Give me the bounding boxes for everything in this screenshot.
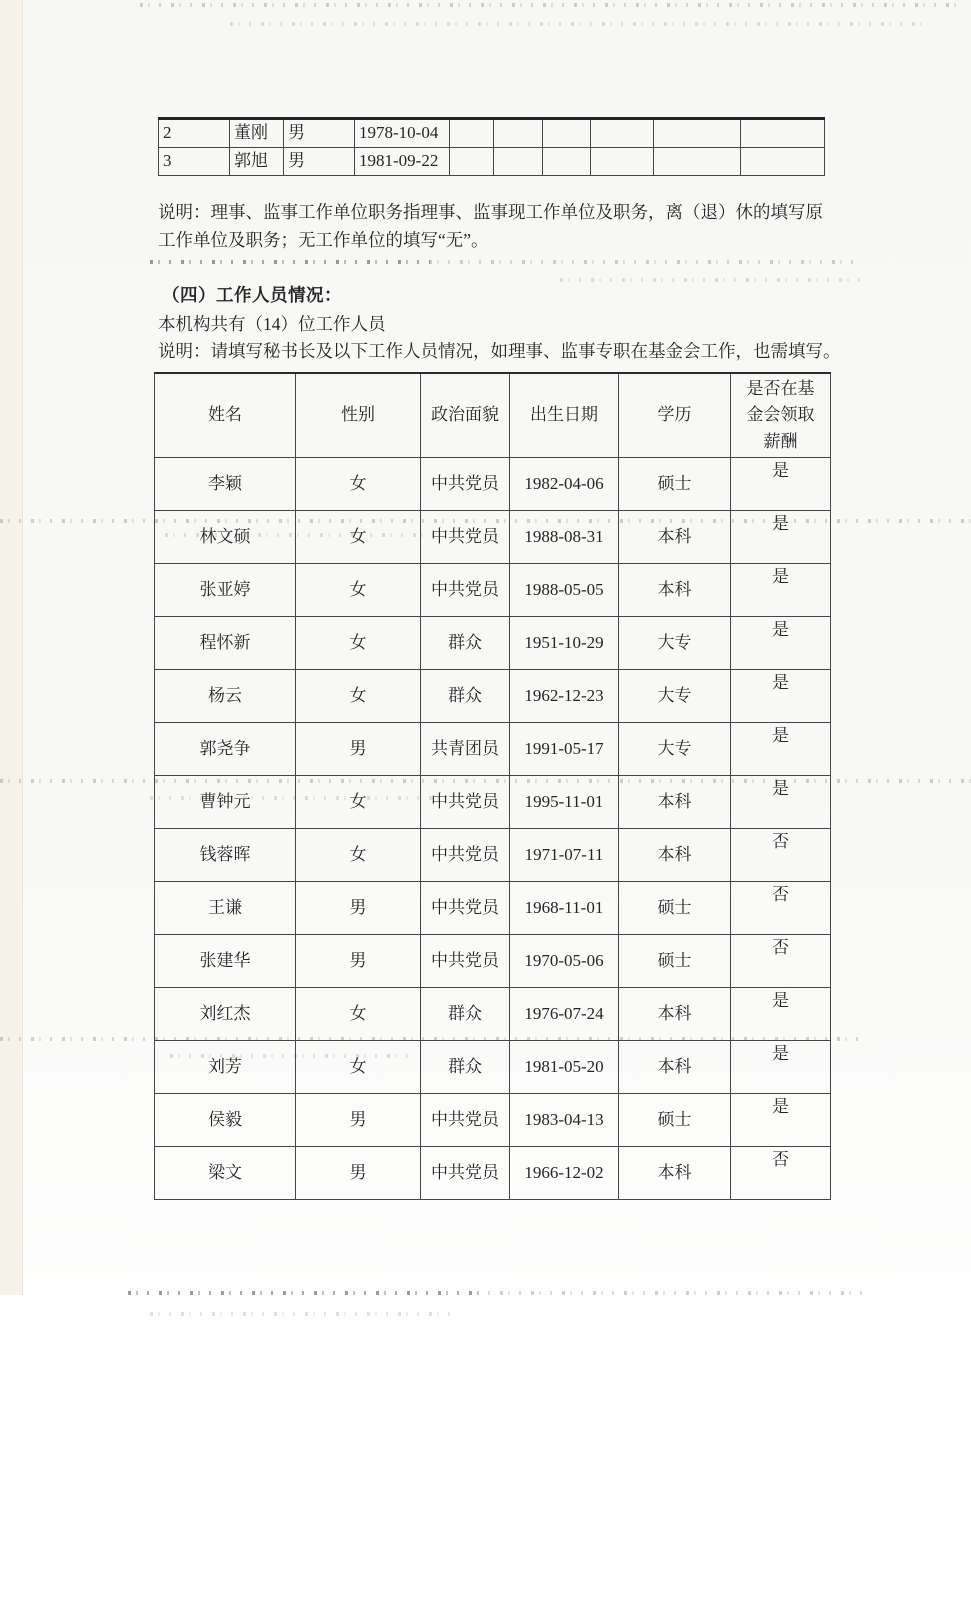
scan-noise	[560, 278, 860, 282]
cell-name: 侯毅	[155, 1094, 296, 1147]
staff-row	[155, 882, 831, 935]
cell-gender: 女	[296, 617, 421, 670]
cell-paid: 否	[731, 1147, 831, 1200]
column-header: 出生日期	[510, 373, 619, 458]
cell-birth-date: 1976-07-24	[510, 988, 619, 1041]
scan-noise	[150, 1312, 450, 1316]
scan-noise	[150, 260, 860, 264]
cell-name: 刘红杰	[155, 988, 296, 1041]
cell-empty	[494, 119, 543, 148]
cell-paid: 是	[731, 988, 831, 1041]
scan-noise	[128, 1291, 483, 1295]
cell-politics: 共青团员	[421, 723, 510, 776]
cell-name: 曹钟元	[155, 776, 296, 829]
board-members-table-continued	[158, 117, 825, 176]
cell-empty	[543, 148, 591, 176]
cell-politics: 中共党员	[421, 1147, 510, 1200]
cell-education: 硕士	[619, 458, 731, 511]
cell-politics: 群众	[421, 617, 510, 670]
column-header: 政治面貌	[421, 373, 510, 458]
cell-gender: 女	[296, 829, 421, 882]
cell-paid: 是	[731, 458, 831, 511]
board-table-note	[158, 198, 823, 254]
cell-politics: 中共党员	[421, 882, 510, 935]
cell-education: 本科	[619, 1147, 731, 1200]
cell-gender: 女	[296, 670, 421, 723]
cell-education: 本科	[619, 1041, 731, 1094]
cell-empty	[450, 148, 494, 176]
cell-paid: 否	[731, 882, 831, 935]
staff-row	[155, 988, 831, 1041]
scan-noise	[140, 3, 965, 7]
cell-empty	[741, 119, 825, 148]
staff-row	[155, 829, 831, 882]
staff-row	[155, 617, 831, 670]
cell-birth-date: 1962-12-23	[510, 670, 619, 723]
cell-paid: 是	[731, 1041, 831, 1094]
cell-name: 李颖	[155, 458, 296, 511]
cell-education: 本科	[619, 988, 731, 1041]
cell-name: 张亚婷	[155, 564, 296, 617]
cell-empty	[450, 119, 494, 148]
table-row	[159, 148, 825, 176]
cell-name: 刘芳	[155, 1041, 296, 1094]
cell-gender: 女	[296, 776, 421, 829]
cell-name: 程怀新	[155, 617, 296, 670]
cell-empty	[654, 148, 741, 176]
cell-empty	[591, 148, 654, 176]
cell-name: 董刚	[230, 119, 284, 148]
cell-politics: 中共党员	[421, 458, 510, 511]
cell-paid: 是	[731, 511, 831, 564]
cell-name: 郭尧争	[155, 723, 296, 776]
cell-birth-date: 1995-11-01	[510, 776, 619, 829]
cell-politics: 中共党员	[421, 1094, 510, 1147]
staff-count-line: 本机构共有（14）位工作人员	[158, 314, 386, 334]
cell-name: 郭旭	[230, 148, 284, 176]
cell-gender: 女	[296, 1041, 421, 1094]
staff-row	[155, 1041, 831, 1094]
cell-empty	[494, 148, 543, 176]
cell-education: 本科	[619, 511, 731, 564]
cell-birth-date: 1951-10-29	[510, 617, 619, 670]
column-header: 是否在基金会领取薪酬	[731, 373, 831, 458]
cell-education: 硕士	[619, 1094, 731, 1147]
cell-politics: 中共党员	[421, 935, 510, 988]
cell-politics: 群众	[421, 670, 510, 723]
scan-page-edge	[0, 0, 23, 1295]
cell-birth-date: 1966-12-02	[510, 1147, 619, 1200]
column-header: 性别	[296, 373, 421, 458]
cell-gender: 男	[296, 882, 421, 935]
cell-birth-date: 1981-09-22	[355, 148, 450, 176]
staff-row	[155, 564, 831, 617]
cell-education: 本科	[619, 829, 731, 882]
cell-paid: 是	[731, 723, 831, 776]
cell-name: 钱蓉晖	[155, 829, 296, 882]
cell-politics: 群众	[421, 1041, 510, 1094]
cell-gender: 男	[296, 723, 421, 776]
cell-empty	[741, 148, 825, 176]
cell-birth-date: 1971-07-11	[510, 829, 619, 882]
staff-row	[155, 723, 831, 776]
cell-education: 大专	[619, 723, 731, 776]
cell-paid: 否	[731, 829, 831, 882]
cell-education: 大专	[619, 617, 731, 670]
cell-birth-date: 1988-08-31	[510, 511, 619, 564]
cell-gender: 男	[284, 148, 355, 176]
cell-gender: 女	[296, 458, 421, 511]
cell-paid: 是	[731, 564, 831, 617]
cell-birth-date: 1982-04-06	[510, 458, 619, 511]
scan-noise	[128, 1291, 868, 1295]
cell-gender: 女	[296, 988, 421, 1041]
cell-index: 2	[159, 119, 230, 148]
staff-table-note: 说明：请填写秘书长及以下工作人员情况，如理事、监事专职在基金会工作，也需填写。	[158, 341, 841, 361]
staff-row	[155, 670, 831, 723]
note-line: 说明：理事、监事工作单位职务指理事、监事现工作单位及职务，离（退）休的填写原	[158, 202, 823, 222]
cell-paid: 是	[731, 670, 831, 723]
cell-name: 张建华	[155, 935, 296, 988]
scan-noise	[150, 260, 430, 264]
cell-education: 硕士	[619, 882, 731, 935]
cell-gender: 男	[296, 935, 421, 988]
cell-birth-date: 1978-10-04	[355, 119, 450, 148]
cell-gender: 女	[296, 511, 421, 564]
cell-birth-date: 1981-05-20	[510, 1041, 619, 1094]
cell-birth-date: 1983-04-13	[510, 1094, 619, 1147]
cell-birth-date: 1991-05-17	[510, 723, 619, 776]
staff-table-header-row	[155, 373, 831, 458]
staff-row	[155, 511, 831, 564]
cell-empty	[591, 119, 654, 148]
cell-politics: 中共党员	[421, 564, 510, 617]
staff-row	[155, 776, 831, 829]
table-row	[159, 119, 825, 148]
cell-gender: 男	[296, 1094, 421, 1147]
cell-birth-date: 1968-11-01	[510, 882, 619, 935]
cell-gender: 男	[296, 1147, 421, 1200]
staff-row	[155, 935, 831, 988]
cell-gender: 男	[284, 119, 355, 148]
cell-name: 王谦	[155, 882, 296, 935]
cell-empty	[543, 119, 591, 148]
cell-paid: 是	[731, 1094, 831, 1147]
cell-birth-date: 1970-05-06	[510, 935, 619, 988]
cell-name: 杨云	[155, 670, 296, 723]
staff-row	[155, 1147, 831, 1200]
cell-empty	[654, 119, 741, 148]
cell-politics: 群众	[421, 988, 510, 1041]
section-heading: （四）工作人员情况：	[162, 285, 342, 305]
scan-noise	[230, 22, 930, 26]
cell-paid: 是	[731, 617, 831, 670]
cell-gender: 女	[296, 564, 421, 617]
cell-education: 本科	[619, 564, 731, 617]
cell-politics: 中共党员	[421, 829, 510, 882]
cell-index: 3	[159, 148, 230, 176]
cell-politics: 中共党员	[421, 776, 510, 829]
cell-name: 林文硕	[155, 511, 296, 564]
note-line: 工作单位及职务；无工作单位的填写“无”。	[158, 230, 489, 250]
staff-row	[155, 458, 831, 511]
staff-table	[154, 372, 831, 1200]
cell-politics: 中共党员	[421, 511, 510, 564]
staff-row	[155, 1094, 831, 1147]
cell-education: 硕士	[619, 935, 731, 988]
cell-paid: 是	[731, 776, 831, 829]
cell-education: 本科	[619, 776, 731, 829]
column-header: 姓名	[155, 373, 296, 458]
cell-paid: 否	[731, 935, 831, 988]
column-header: 学历	[619, 373, 731, 458]
cell-name: 梁文	[155, 1147, 296, 1200]
cell-birth-date: 1988-05-05	[510, 564, 619, 617]
cell-education: 大专	[619, 670, 731, 723]
